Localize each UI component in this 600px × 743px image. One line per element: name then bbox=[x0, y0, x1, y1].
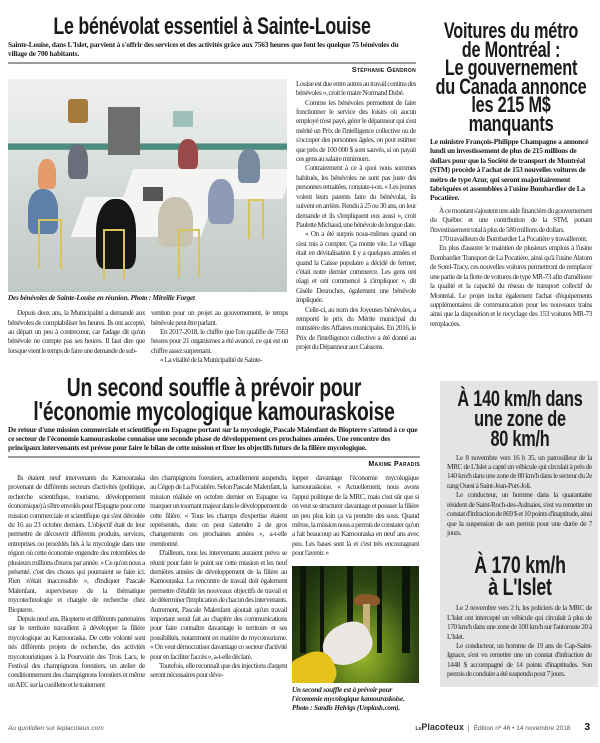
headline-line: 80 km/h bbox=[490, 425, 550, 451]
paragraph: Depuis neuf ans, Biopterre et différents partenaires sur le territoire travaillent à développer la filière mycologique au Kamouraska. De cette volonté sont nés différents projets de recherche, des activités mycotouristiques à la Pourvoirie des Trois Lacs, le Festival des champignons forestiers, un atelier de conditionnement des champignons forestiers et même un AEC sur la cueillette et le traitement bbox=[8, 613, 145, 689]
article1-deck: Sainte-Louise, dans L'Islet, parvient à s'offrir des services et des activités grâce aux 7563 heures que font les quelque 75 bénévoles du village de 700 habitants. bbox=[8, 40, 399, 59]
mushroom-photo bbox=[292, 566, 419, 683]
article2-body bbox=[430, 206, 592, 328]
paragraph: Contrairement à ce à quoi nous sommes habitués, les bénévoles ne sont pas juste des personnes retraitées, constate-t-on. « Les jeunes voient leurs parents faire du bénévolat, ils suivent en arrière. Rendu à 25 ou 30 ans, on leur demande et ils s'impliquent eux aussi », croit Paulette Michaud, une bénévole de longue date. bbox=[296, 163, 416, 229]
paragraph: Ils étaient neuf intervenants du Kamouraska provenant de différents secteurs d'activités (politique, recherche scientifique, tourisme, développement économique) à s'être envolés pour l'Espagne pour cette mission commerciale et scientifique qui s'est déroulée du 16 au 23 octobre derniers. L'objectif était de leur permettre de découvrir différents produits, services, entreprises ou procédés liés à la mycologie dans une région où cette économie engendre des retombées de plusieurs millions d'euros par année. « Ce qu'on nous a présenté, c'est des choses qui pourraient se faire ici. Rien n'était inaccessible », d'indiquer Pascale Malenfant, superviseure de la thématique mycotechnologie et chargée de recherche chez Biopterre. bbox=[8, 472, 145, 614]
article1-photo-caption: Des bénévoles de Sainte-Louise en réunion. Photo : Mireille Forget bbox=[8, 293, 195, 302]
brief1-body bbox=[447, 453, 592, 538]
article2-headline bbox=[428, 18, 594, 136]
page-number: 3 bbox=[584, 721, 590, 733]
paragraph: Le 8 novembre vers 16 h 35, un patrouilleur de la MRC de L'Islet a capté un véhicule qui circulait à près de 140 km/h dans une zone de 80 km/h dans le secteur du 2e rang Ouest à Saint-Jean-Port-Joli. bbox=[447, 452, 592, 490]
article1-headline: Le bénévolat essentiel à Sainte-Louise bbox=[53, 13, 371, 40]
brief2-body bbox=[447, 603, 592, 678]
volunteers-meeting-photo bbox=[8, 79, 287, 292]
paragraph: 170 travailleurs de Bombardier La Pocatière y travailleront. bbox=[439, 234, 588, 244]
article1-column-3 bbox=[296, 79, 416, 352]
article3-column-3 bbox=[292, 473, 419, 558]
article3-column-1 bbox=[8, 473, 145, 689]
headline-line: Voitures du métro bbox=[443, 18, 579, 43]
headline-line: de Montréal : bbox=[461, 36, 561, 62]
edition-info: Édition nº 46 • 14 novembre 2018 bbox=[473, 724, 571, 732]
brief2-headline bbox=[439, 552, 600, 602]
article3 bbox=[8, 371, 420, 714]
article2 bbox=[430, 14, 592, 328]
paragraph: Comme les bénévoles permettent de faire fonctionner le service des loisirs où aucun employé n'est payé, gérer le dépanneur qui s'est mérité un Prix de l'intelligence collective ou de s'occuper des personnes âgées, on peut estimer que près de 100 000 $ sont sauvés, si on payait ces gens au salaire minimum. bbox=[296, 97, 416, 164]
article1-rule bbox=[8, 62, 416, 64]
brief1-headline bbox=[439, 385, 600, 451]
headline-line: Le gouvernement bbox=[444, 55, 578, 80]
paragraph: Le 2 novembre vers 2 h, les policiers de la MRC de L'Islet ont intercepté un véhicule qui circulait à plus de 170 km/h dans une zone de 100 km/h sur l'autoroute 20 à L'Islet. bbox=[447, 603, 592, 641]
article3-rule bbox=[8, 456, 420, 458]
article3-byline: Maxime Paradis bbox=[368, 460, 420, 468]
middle-section bbox=[0, 365, 600, 714]
article2-lead: Le ministre François-Philippe Champagne a annoncé lundi un investissement de plus de 215 millions de dollars pour que la Société de transport de Montréal (STM) procède à l'achat de 153 nouvelles voitures de métro de type Azur, qui seront majoritairement fabriquées et assemblées à l'usine Bombardier de La Pocatière. bbox=[430, 137, 589, 203]
top-section bbox=[0, 0, 600, 365]
footer bbox=[0, 714, 600, 739]
paragraph: vention pour un projet au gouvernement, le temps bénévole peut être parlant. bbox=[151, 308, 288, 327]
article3-column-2 bbox=[150, 473, 287, 680]
footer-website-link[interactable]: Au quotidien sur leplacoteux.com bbox=[8, 724, 104, 732]
footer-masthead bbox=[416, 722, 590, 733]
paragraph: En plus d'assurer le maintien de plusieurs emplois à l'usine Bombardier Transport de La Pocatière, ainsi qu'à l'usine Alstom de Sorel-Tracy, ces nouvelles voitures permettront de remplacer une partie de la flotte de voitures de type MR-73 afin d'améliorer la qualité et la capacité du réseau de transport collectif de Montréal. Le projet inclut également l'achat d'équipements supplémentaires de communication pour les nouveaux trains ainsi que la disposition et le recyclage des 153 voitures MR-73 remplacées. bbox=[430, 243, 592, 328]
headline-line: du Canada annonce bbox=[435, 73, 587, 99]
paragraph: En 2017-2018, le chiffre que l'on qualifie de 7563 heures pour 21 organismes a été avancé, ce qui est un chiffre assez surprenant. bbox=[151, 327, 288, 355]
paragraph: Depuis deux ans, la Municipalité a demandé aux bénévoles de comptabiliser les heures. Ils ont accepté, au départ un peu à contrecœur, car l'adage dit qu'un bénévole ne compte pas ses heures. Il faut dire que lorsque vient le temps de faire une demande de sub- bbox=[8, 308, 145, 355]
headline-line: À 170 km/h bbox=[474, 552, 566, 580]
paragraph: Le conducteur, un homme de 19 ans de Cap-Saint-Ignace, s'est vu remettre une un constat d'infraction de 1448 $ accompagné de 14 points d'inaptitudes. Son permis de conduire a été suspendu pour 7 jours. bbox=[447, 640, 592, 679]
paragraph: Toutefois, elle reconnaît que des injections d'argent seront nécessaires pour déve- bbox=[150, 661, 287, 680]
paragraph: « On a été surpris nous-mêmes quand on s'est mis à compter. Ça monte vite. Le village était en dévitalisation il y a quelques années et quand la Caisse populaire a décidé de fermer, c'était notre dernier commerce. Les gens ont réagi et ont commencé à s'impliquer », dit Gisèle Desroches, également une bénévole impliquée. bbox=[296, 229, 416, 305]
placoteux-logo bbox=[416, 722, 464, 732]
paragraph: Celle-ci, au nom des Joyeuses bénévoles, a remporté le prix du Mérite municipal du ministère des Affaires municipales. En 2016, le Prix de l'intelligence collective a été donné au projet du Dépanneur aux Caissons. bbox=[296, 304, 416, 352]
logo-prefix: Le bbox=[415, 725, 422, 732]
headline-line: À 140 km/h dans bbox=[457, 385, 583, 411]
paragraph: lopper davantage l'économie mycologique kamouraskoise. « Actuellement, nous avons l'appui politique de la MRC, mais c'est sûr que si on veut se structurer davantage et pousser la filière un peu plus loin ça va prendre des sous. Quand même, la mission nous a permis de constater qu'on a fait beaucoup au Kamouraska en neuf ans avec peu. Les bases sont là et c'est très encourageant pour l'avenir. » bbox=[292, 472, 419, 558]
article1-column-1 bbox=[8, 308, 145, 355]
headline-line: Un second souffle à prévoir pour bbox=[66, 371, 362, 402]
paragraph: Le conducteur, un homme dans la quarantaine résident de Saint-Roch-des-Aulnaies, s'est vu remettre un constat d'infraction de 869 $ et 10 points d'inaptitude, ainsi que la suspension de son permis pour une durée de 7 jours. bbox=[447, 490, 592, 537]
headline-line: l'économie mycologique kamouraskoise bbox=[33, 395, 395, 426]
police-briefs-box bbox=[440, 381, 598, 687]
article1-column-2 bbox=[151, 308, 288, 364]
logo-text: Placoteux bbox=[421, 721, 464, 732]
paragraph: À ce montant s'ajoutent une aide financière du gouvernement du Québec et une contribution de la STM, portant l'investissement total à plus de 580 millions de dollars. bbox=[430, 205, 592, 234]
article3-headline bbox=[0, 371, 436, 426]
headline-line: manquants bbox=[468, 110, 554, 136]
paragraph: des champignons forestiers, actuellement suspendu, au Cégep de La Pocatière. Selon Pascale Malenfant, la mission réalisée en octobre dernier en Espagne va marquer un tournant majeur dans le développement de cette filière. « Tous les champs d'expertise étaient représentés, donc on peut s'attendre à de gros changements ces prochaines années », a-t-elle mentionné. bbox=[150, 472, 287, 548]
article1-byline: Stéphanie Gendron bbox=[351, 66, 416, 74]
article3-deck: De retour d'une mission commerciale et scientifique en Espagne portant sur la mycologie, Pascale Malenfant de Biopterre s'attend à ce que ce secteur de l'économie kamouraskoise connaisse une seconde phase de développement ces prochaines années. Une rencontre des principaux intervenants est prévue pour faire le bilan de cette mission et fixer les objectifs futurs de la filière mycologique. bbox=[8, 424, 418, 453]
paragraph: D'ailleurs, tous les intervenants auraient prévu se réunir pour faire le point sur cette mission et les neuf dernières années de développement de la filière au Kamouraska. La rencontre de travail doit également permettre d'établir les nouveaux objectifs de travail et de déterminer l'implication de chacun des intervenants. Autrement, Pascale Malenfant ajoutait qu'un travail important serait fait au chapitre des communications pour faire connaître davantage le territoire et ses possibilités, notamment en matière de mycotourisme. « On veut démocratiser davantage ce secteur d'activité pour en faciliter l'accès », a-t-elle déclaré. bbox=[150, 548, 287, 661]
headline-line: à L'Islet bbox=[488, 574, 552, 602]
paragraph: « La vitalité de la Municipalité de Sainte- bbox=[160, 355, 263, 365]
article3-photo-caption: Un second souffle est à prévoir pour l'économie mycologique kamouraskoise. Photo : Sandis Helvigs (Unplash.com). bbox=[292, 685, 405, 713]
headline-line: une zone de bbox=[474, 405, 566, 431]
paragraph: Louise est due entre autres au travail continu des bénévoles », croit le maire Normand Dubé. bbox=[296, 78, 416, 98]
footer-separator: | bbox=[467, 724, 470, 732]
headline-line: les 215 M$ bbox=[471, 92, 551, 117]
article1 bbox=[8, 14, 416, 365]
